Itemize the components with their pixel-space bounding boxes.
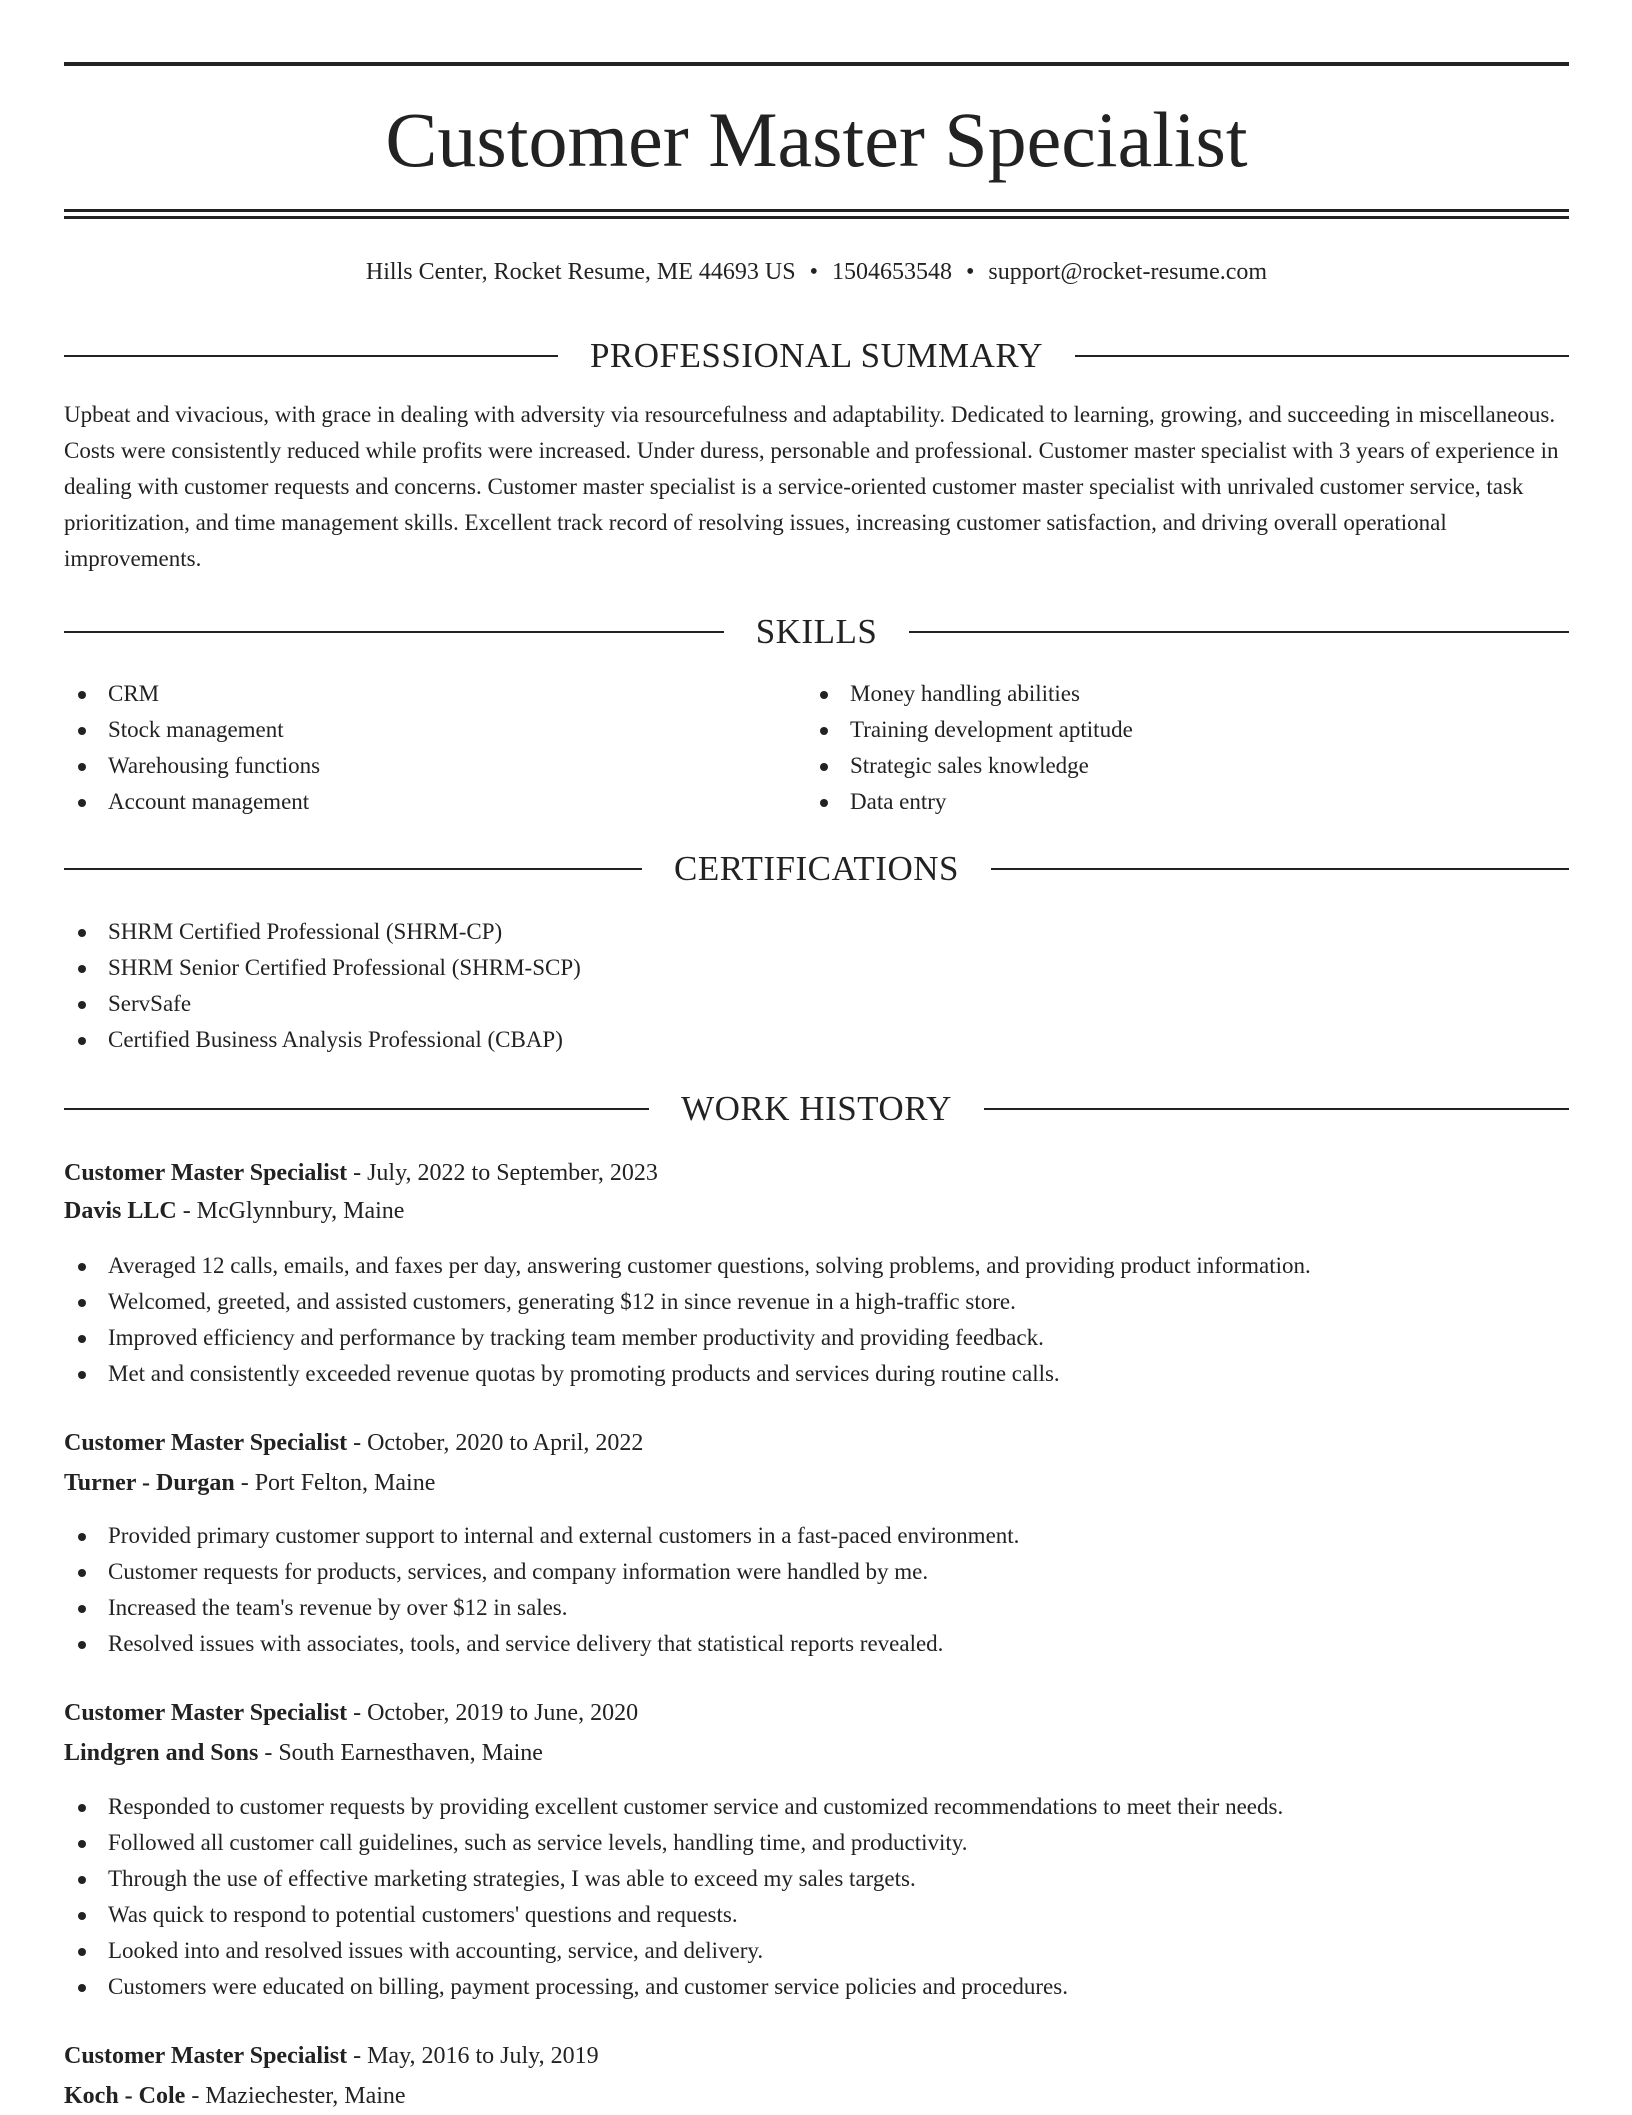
list-item	[64, 1284, 1569, 1320]
bullet-icon	[820, 799, 828, 807]
bullet-icon	[78, 929, 86, 937]
list-item	[64, 712, 804, 748]
skills-list-right	[806, 676, 1546, 820]
heading-rule	[64, 355, 558, 357]
section-title: CERTIFICATIONS	[674, 849, 959, 888]
skills-list-left	[64, 676, 804, 820]
bullet-icon	[78, 1335, 86, 1343]
list-item	[806, 748, 1546, 784]
bullet-icon	[78, 1840, 86, 1848]
summary-heading	[64, 334, 1569, 378]
job-dates: - October, 2019 to June, 2020	[347, 1700, 639, 1726]
bullet-icon	[78, 965, 86, 973]
list-item	[64, 1897, 1569, 1933]
job-company: Koch - Cole	[64, 2083, 186, 2109]
heading-rule	[909, 631, 1569, 633]
job-bullet-text: Customers were educated on billing, payment processing, and customer service policies and procedures.	[108, 1974, 1068, 1999]
job-bullet-text: Resolved issues with associates, tools, and service delivery that statistical reports revealed.	[108, 1631, 944, 1656]
job-company-line	[64, 1192, 1569, 1230]
skill-label: Warehousing functions	[108, 753, 321, 778]
bullet-icon	[78, 1948, 86, 1956]
list-item	[64, 950, 1569, 986]
job-title-line	[64, 1154, 1569, 1192]
bullet-icon	[78, 1804, 86, 1812]
heading-rule	[64, 631, 724, 633]
contact-line	[64, 254, 1569, 290]
list-item	[64, 1590, 1569, 1626]
bullet-icon	[78, 1533, 86, 1541]
bullet-icon	[78, 1641, 86, 1649]
bullet-icon	[78, 1371, 86, 1379]
skill-label: Training development aptitude	[850, 717, 1133, 742]
job-location: - South Earnesthaven, Maine	[258, 1740, 543, 1766]
job-company: Lindgren and Sons	[64, 1740, 259, 1766]
skill-label: Money handling abilities	[850, 681, 1080, 706]
job-company: Turner - Durgan	[64, 1470, 235, 1496]
heading-rule	[991, 868, 1569, 870]
job-bullet-text: Averaged 12 calls, emails, and faxes per day, answering customer questions, solving problems, and providing product information.	[108, 1253, 1311, 1278]
job-bullet-text: Followed all customer call guidelines, such as service levels, handling time, and productivity.	[108, 1830, 968, 1855]
list-item	[64, 1825, 1569, 1861]
job-bullet-text: Responded to customer requests by providing excellent customer service and customized recommendations to meet their needs.	[108, 1794, 1284, 1819]
job-bullet-text: Improved efficiency and performance by tracking team member productivity and providing feedback.	[108, 1325, 1044, 1350]
job-title-line	[64, 2037, 1569, 2075]
skill-label: Data entry	[850, 789, 947, 814]
job-bullets	[64, 1789, 1569, 2005]
section-title: PROFESSIONAL SUMMARY	[589, 336, 1044, 375]
name-rule-lower	[64, 216, 1569, 219]
list-item	[806, 676, 1546, 712]
list-item	[64, 1861, 1569, 1897]
job-title: Customer Master Specialist	[64, 1700, 348, 1726]
job-bullet-text: Looked into and resolved issues with accounting, service, and delivery.	[108, 1938, 764, 1963]
bullet-icon	[78, 691, 86, 699]
heading-rule	[984, 1108, 1569, 1110]
bullet-icon	[78, 1605, 86, 1613]
work-history-heading	[64, 1087, 1569, 1131]
list-item	[64, 1320, 1569, 1356]
bullet-icon	[78, 1299, 86, 1307]
job-title: Customer Master Specialist	[64, 1160, 348, 1186]
section-title: SKILLS	[755, 612, 878, 651]
job-bullets	[64, 1248, 1569, 1392]
section-title: WORK HISTORY	[681, 1089, 952, 1128]
list-item	[64, 1518, 1569, 1554]
certifications-heading	[64, 847, 1569, 891]
job-title: Customer Master Specialist	[64, 1430, 348, 1456]
certifications-list	[64, 914, 1569, 1058]
certification-label: SHRM Senior Certified Professional (SHRM-SCP)	[108, 955, 581, 980]
job-bullet-text: Met and consistently exceeded revenue quotas by promoting products and services during routine calls.	[108, 1361, 1060, 1386]
bullet-icon	[78, 799, 86, 807]
bullet-icon	[78, 1984, 86, 1992]
top-rule	[64, 62, 1569, 66]
job-company-line	[64, 1464, 1569, 1502]
bullet-icon	[78, 1569, 86, 1577]
certification-label: Certified Business Analysis Professional (CBAP)	[108, 1027, 563, 1052]
job-dates: - May, 2016 to July, 2019	[347, 2043, 599, 2069]
job-bullets	[64, 1518, 1569, 1662]
list-item	[64, 1554, 1569, 1590]
skill-label: CRM	[108, 681, 160, 706]
job-bullet-text: Welcomed, greeted, and assisted customers, generating $12 in since revenue in a high-traffic store.	[108, 1289, 1016, 1314]
bullet-icon	[78, 727, 86, 735]
contact-separator: •	[965, 259, 975, 285]
bullet-icon	[820, 691, 828, 699]
contact-separator: •	[809, 259, 818, 285]
heading-rule	[64, 868, 642, 870]
heading-rule	[1075, 355, 1569, 357]
list-item	[806, 712, 1546, 748]
job-bullet-text: Provided primary customer support to internal and external customers in a fast-paced environment.	[108, 1523, 1020, 1548]
list-item	[64, 1626, 1569, 1662]
skill-label: Strategic sales knowledge	[850, 753, 1089, 778]
list-item	[64, 784, 804, 820]
job-location: - McGlynnbury, Maine	[176, 1198, 405, 1224]
certification-label: SHRM Certified Professional (SHRM-CP)	[108, 919, 503, 944]
bullet-icon	[820, 727, 828, 735]
certification-label: ServSafe	[108, 991, 192, 1016]
job-bullet-text: Was quick to respond to potential customers' questions and requests.	[108, 1902, 738, 1927]
bullet-icon	[78, 1001, 86, 1009]
job-bullet-text: Increased the team's revenue by over $12 in sales.	[108, 1595, 568, 1620]
name-rule-upper	[64, 209, 1569, 212]
job-company-line	[64, 2077, 1569, 2115]
list-item	[64, 1356, 1569, 1392]
list-item	[64, 914, 1569, 950]
contact-address: Hills Center, Rocket Resume, ME 44693 US	[365, 259, 796, 285]
skills-heading	[64, 610, 1569, 654]
bullet-icon	[78, 1912, 86, 1920]
bullet-icon	[78, 1263, 86, 1271]
job-location: - Port Felton, Maine	[234, 1470, 436, 1496]
summary-text: Upbeat and vivacious, with grace in dealing with adversity via resourcefulness and adaptability. Dedicated to learning, growing, and succeeding in miscellaneous. Costs were consistently reduced while profits were increased. Under duress, personable and professional. Customer master specialist with 3 years of experience in dealing with customer requests and concerns. Customer master specialist is a service-oriented customer master specialist with unrivaled customer service, task prioritization, and time management skills. Excellent track record of resolving issues, increasing customer satisfaction, and driving overall operational improvements.	[64, 402, 1559, 571]
contact-email: support@rocket-resume.com	[988, 259, 1268, 285]
list-item	[64, 676, 804, 712]
skill-label: Stock management	[108, 717, 284, 742]
job-dates: - July, 2022 to September, 2023	[347, 1160, 658, 1186]
bullet-icon	[78, 1037, 86, 1045]
list-item	[64, 1022, 1569, 1058]
list-item	[806, 784, 1546, 820]
job-dates: - October, 2020 to April, 2022	[347, 1430, 644, 1456]
list-item	[64, 1789, 1569, 1825]
candidate-name: Customer Master Specialist	[385, 96, 1248, 183]
job-company-line	[64, 1734, 1569, 1772]
job-title-line	[64, 1424, 1569, 1462]
job-company: Davis LLC	[64, 1198, 177, 1224]
skill-label: Account management	[108, 789, 310, 814]
job-bullet-text: Customer requests for products, services, and company information were handled by me.	[108, 1559, 929, 1584]
list-item	[64, 748, 804, 784]
job-title: Customer Master Specialist	[64, 2043, 348, 2069]
contact-phone: 1504653548	[831, 259, 952, 285]
job-title-line	[64, 1694, 1569, 1732]
list-item	[64, 986, 1569, 1022]
bullet-icon	[78, 763, 86, 771]
bullet-icon	[78, 1876, 86, 1884]
job-bullet-text: Through the use of effective marketing strategies, I was able to exceed my sales targets.	[108, 1866, 916, 1891]
list-item	[64, 1248, 1569, 1284]
list-item	[64, 1933, 1569, 1969]
heading-rule	[64, 1108, 649, 1110]
job-location: - Maziechester, Maine	[185, 2083, 406, 2109]
list-item	[64, 1969, 1569, 2005]
bullet-icon	[820, 763, 828, 771]
